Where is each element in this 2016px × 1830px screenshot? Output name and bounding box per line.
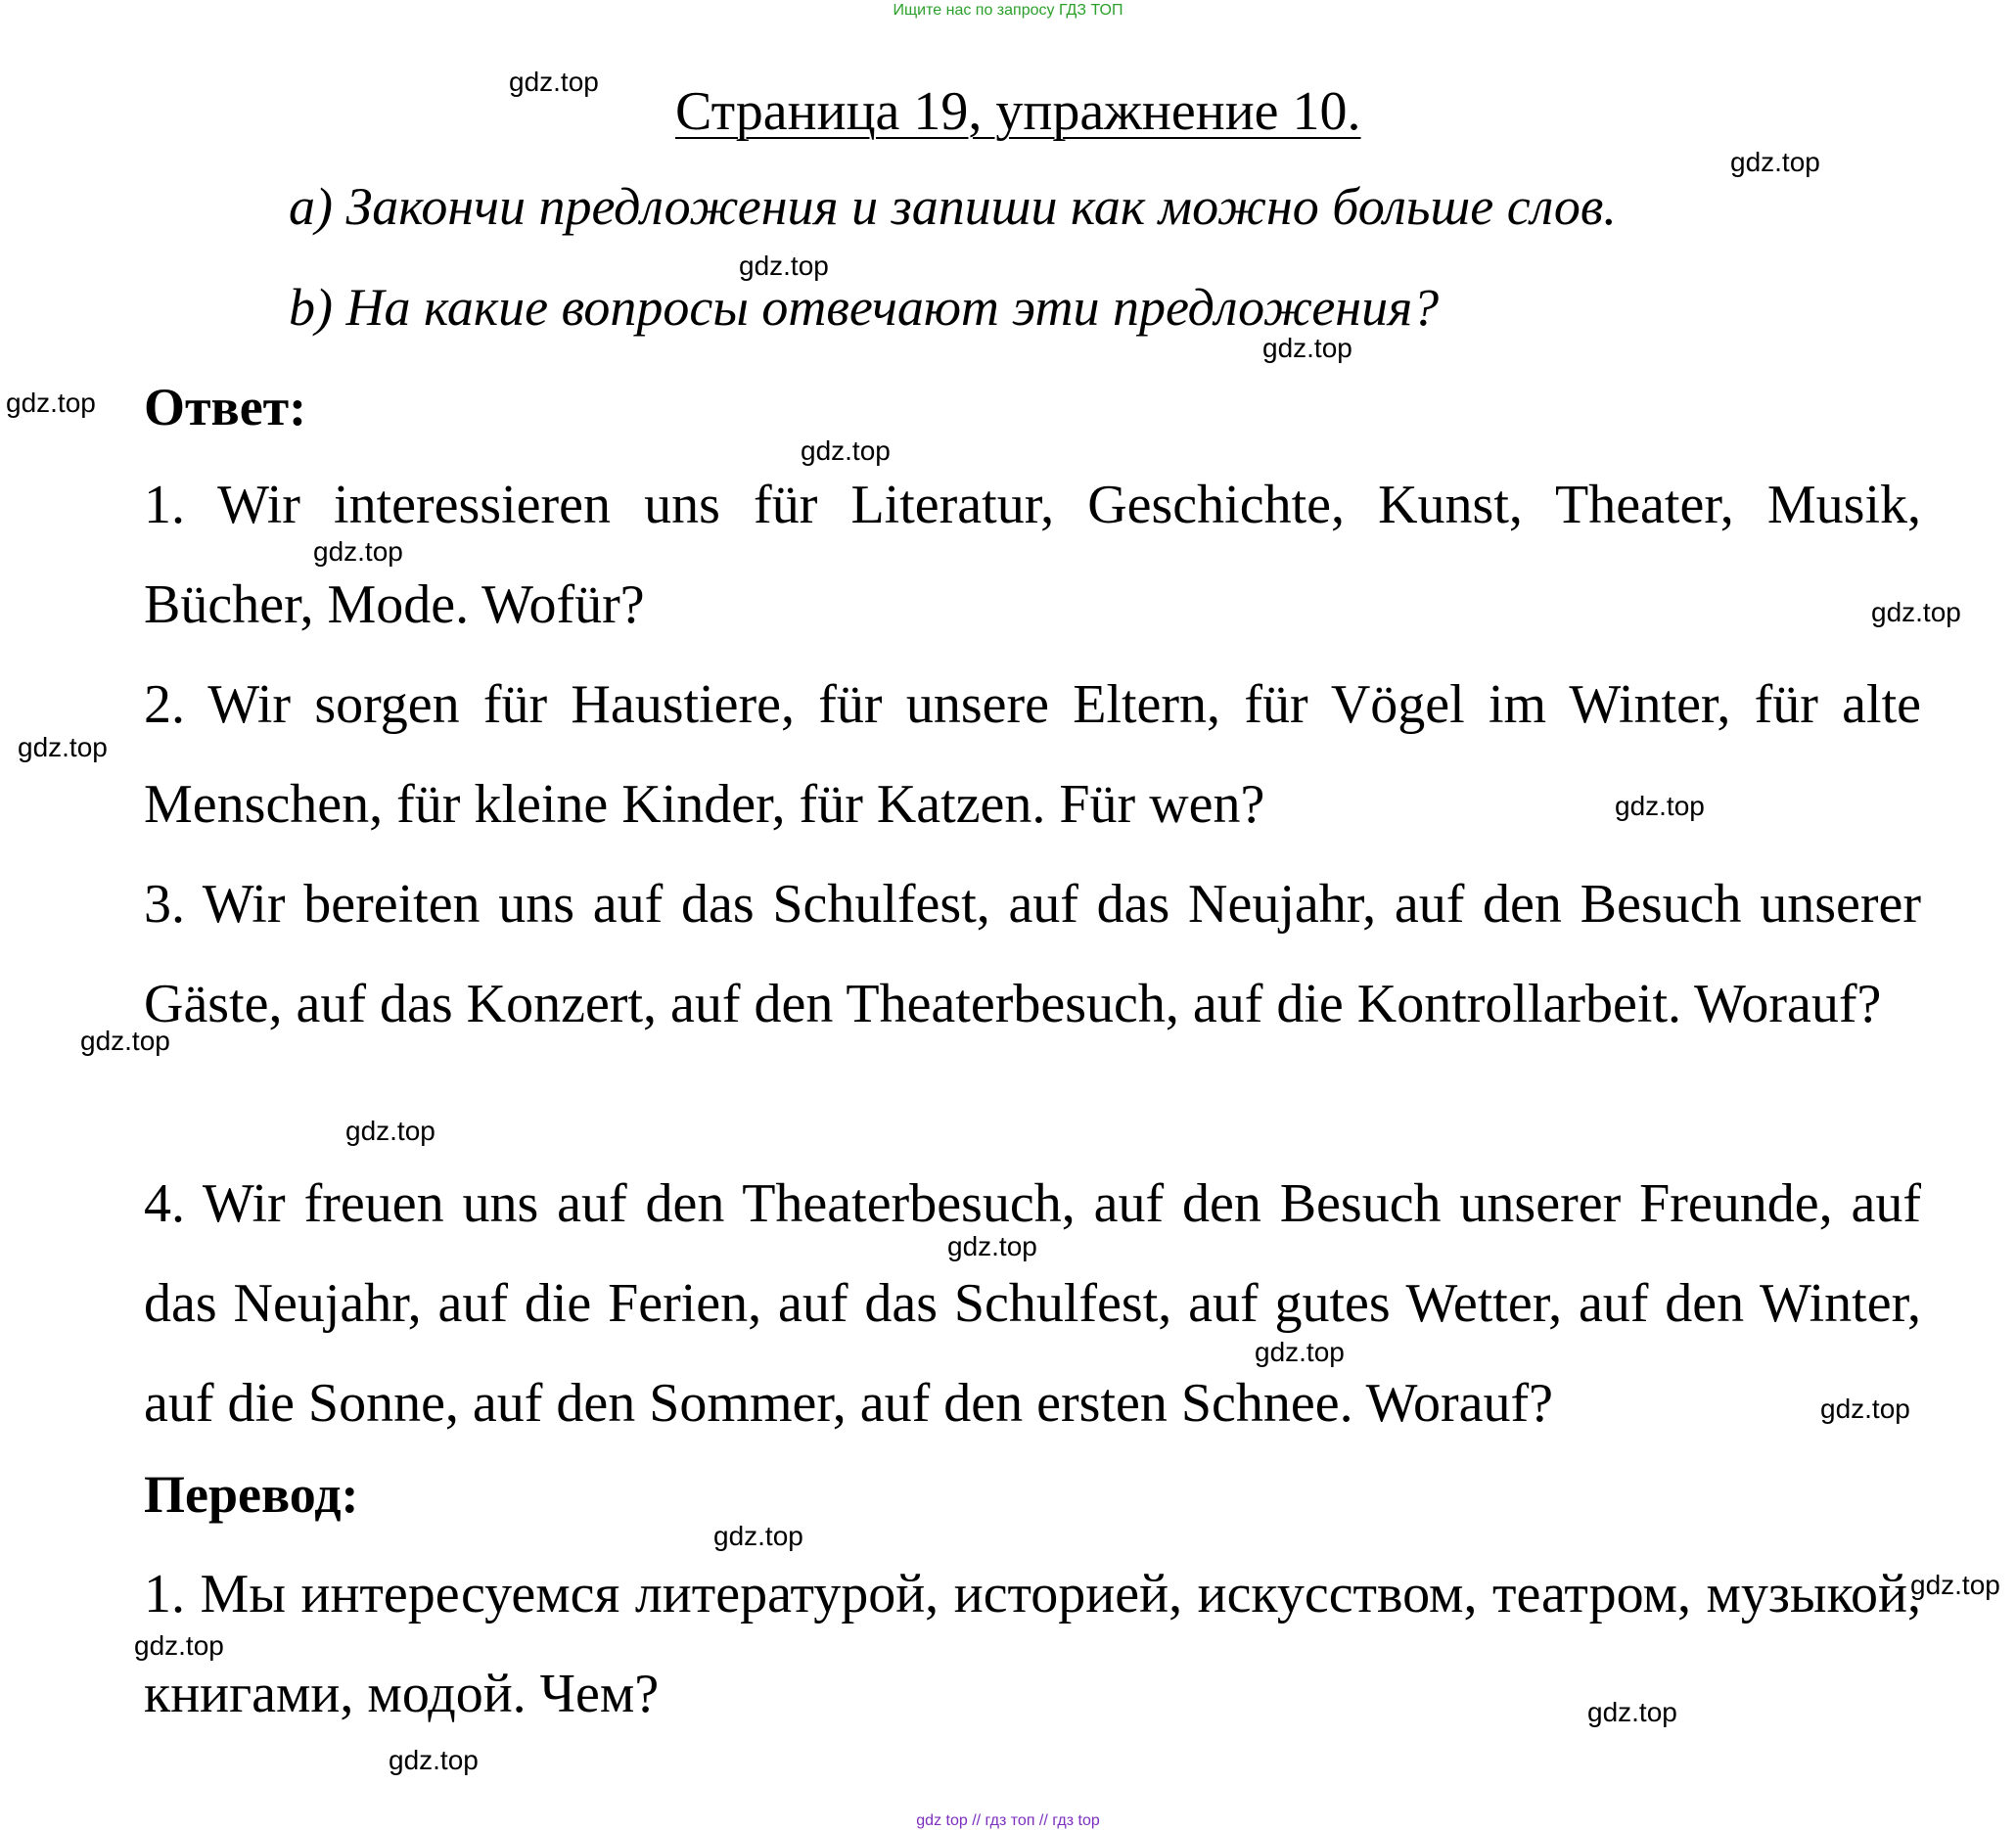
watermark: gdz.top (313, 536, 403, 567)
answer-2: 2. Wir sorgen für Haustiere, für unsere Eltern, für Vögel im Winter, für alte Menschen, für kleine Kinder, für Katzen. Für wen? (144, 674, 1921, 835)
watermark: gdz.top (509, 67, 599, 97)
translation-heading: Перевод: (144, 1465, 359, 1524)
watermark: gdz.top (80, 1026, 170, 1056)
watermark: gdz.top (801, 435, 891, 466)
watermark: gdz.top (1615, 791, 1705, 821)
watermark: gdz.top (1820, 1394, 1910, 1424)
task-b: b) На какие вопросы отвечают эти предложения? (289, 278, 1440, 337)
page-title: Страница 19, упражнение 10. (675, 81, 1361, 142)
bottom-banner: gdz top // гдз топ // гдз top (916, 1812, 1100, 1829)
watermark: gdz.top (345, 1116, 435, 1146)
watermark: gdz.top (389, 1745, 479, 1775)
watermark: gdz.top (1871, 597, 1961, 627)
watermark: gdz.top (739, 251, 829, 281)
watermark: gdz.top (134, 1630, 224, 1661)
answer-3: 3. Wir bereiten uns auf das Schulfest, auf das Neujahr, auf den Besuch unserer Gäste, auf das Konzert, auf den Theaterbesuch, auf die Kontrollarbeit. Worauf? (144, 874, 1921, 1034)
watermark: gdz.top (1730, 147, 1820, 177)
task-a: a) Закончи предложения и запиши как можно больше слов. (289, 177, 1617, 236)
watermark: gdz.top (18, 732, 108, 762)
answer-heading: Ответ: (144, 378, 307, 436)
watermark: gdz.top (1255, 1337, 1345, 1367)
top-banner: Ищите нас по запросу ГДЗ ТОП (893, 2, 1123, 19)
watermark: gdz.top (1587, 1697, 1677, 1727)
watermark: gdz.top (713, 1521, 803, 1551)
watermark: gdz.top (947, 1231, 1037, 1261)
translation-1: 1. Мы интересуемся литературой, историей, искусством, театром, музыкой, книгами, модой. Чем? (144, 1564, 1921, 1724)
answer-4: 4. Wir freuen uns auf den Theaterbesuch, auf den Besuch unserer Freunde, auf das Neujahr, auf die Ferien, auf das Schulfest, auf gutes Wetter, auf den Winter, auf die Sonne, auf den Sommer, auf den ersten Schnee. Worauf? (144, 1173, 1921, 1434)
watermark: gdz.top (6, 388, 96, 418)
watermark: gdz.top (1262, 333, 1352, 363)
watermark: gdz.top (1910, 1570, 2000, 1600)
answer-1: 1. Wir interessieren uns für Literatur, Geschichte, Kunst, Theater, Musik, Bücher, Mode. Wofür? (144, 475, 1921, 635)
